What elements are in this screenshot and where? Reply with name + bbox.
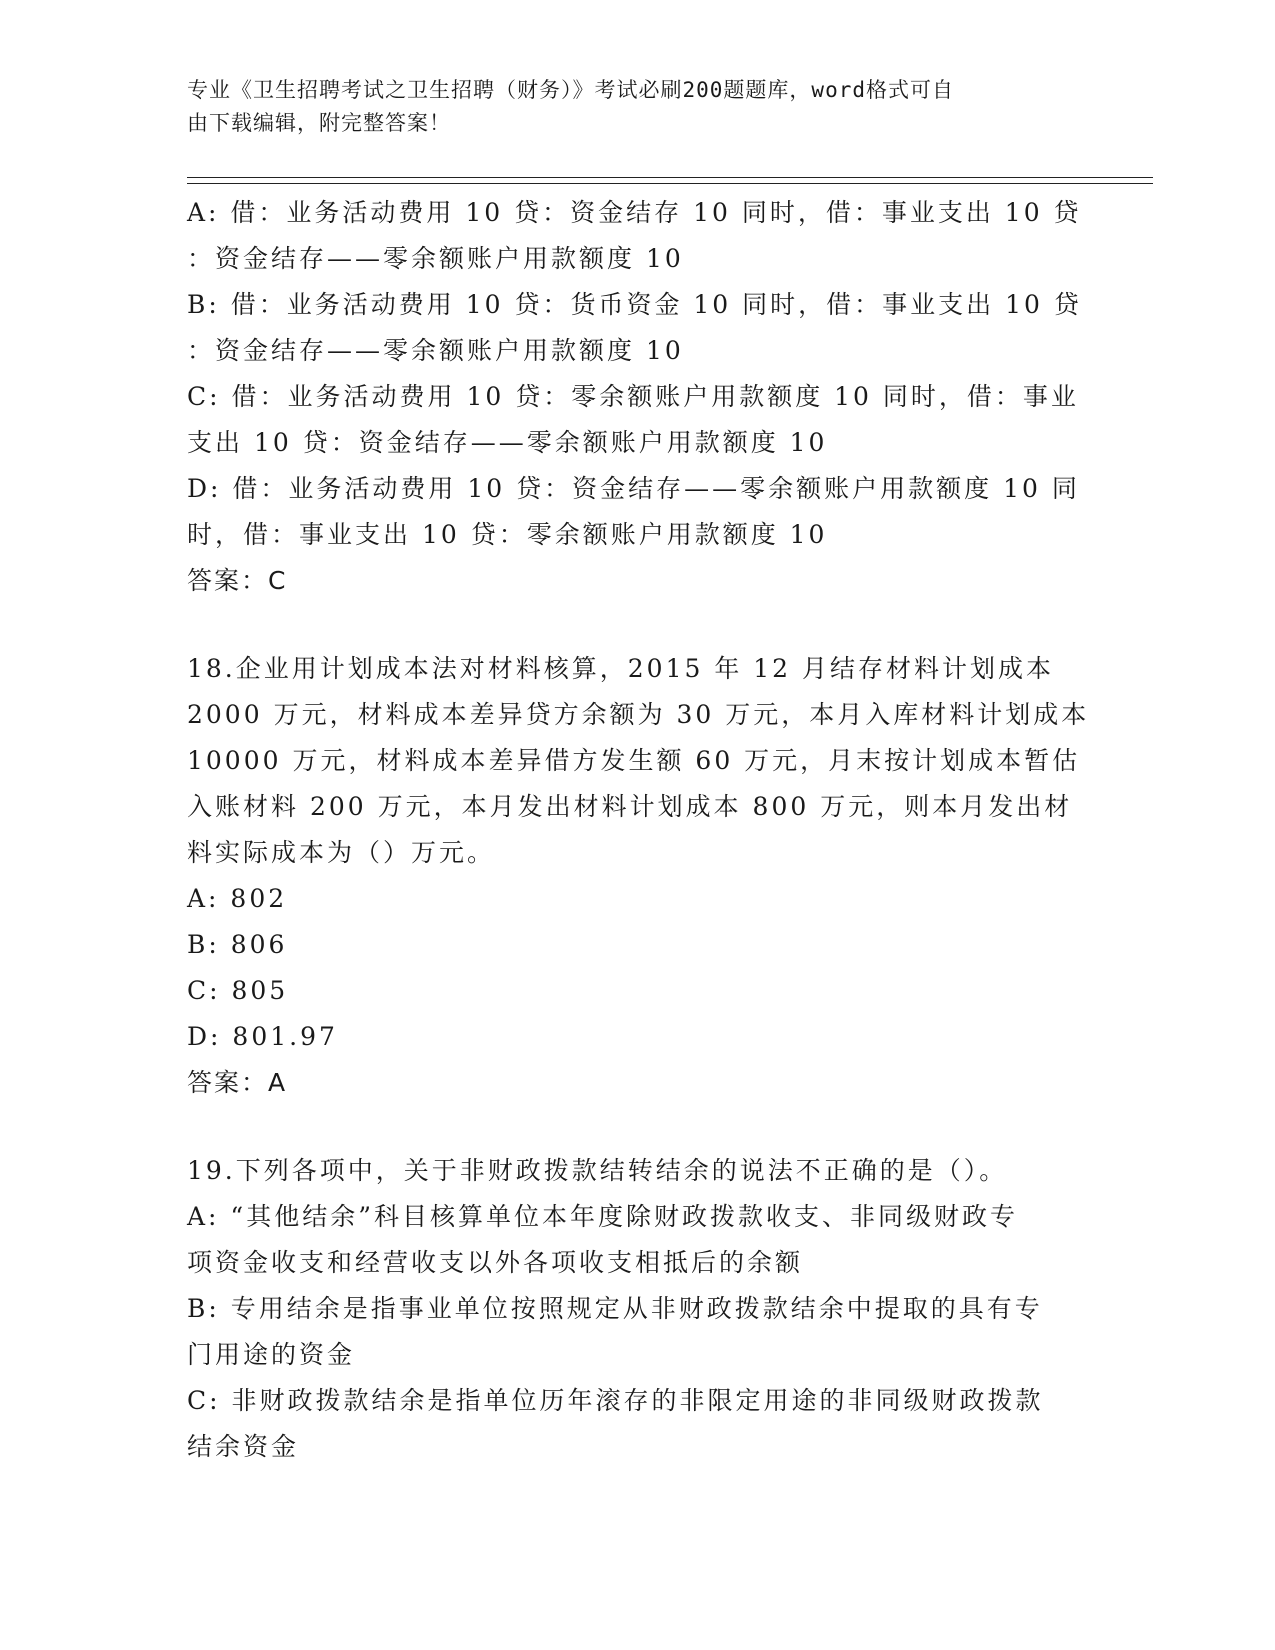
- q18-option-c: C: 805: [187, 976, 289, 1005]
- question-17: [187, 190, 1087, 604]
- q17-option-b-line-1: B: 借：业务活动费用 10 贷：货币资金 10 同时，借：事业支出 10 贷: [187, 290, 1082, 319]
- q18-stem-line-4: 入账材料 200 万元，本月发出材料计划成本 800 万元，则本月发出材: [187, 792, 1073, 821]
- document-header: [187, 74, 1067, 140]
- q19-option-c-line-1: C: 非财政拨款结余是指单位历年滚存的非限定用途的非同级财政拨款: [187, 1386, 1044, 1415]
- q17-answer: 答案：C: [187, 566, 288, 595]
- header-line-1: 专业《卫生招聘考试之卫生招聘（财务）》考试必刷200题题库，word格式可自: [187, 78, 954, 102]
- q17-option-a-line-1: A: 借：业务活动费用 10 贷：资金结存 10 同时，借：事业支出 10 贷: [187, 198, 1082, 227]
- q18-option-b: B: 806: [187, 930, 288, 959]
- question-spacer: [187, 604, 1087, 646]
- question-19: [187, 1148, 1087, 1470]
- q18-stem-line-2: 2000 万元，材料成本差异贷方余额为 30 万元，本月入库材料计划成本: [187, 700, 1090, 729]
- q17-option-a-line-2: ：资金结存——零余额账户用款额度 10: [187, 244, 684, 273]
- q17-option-b-line-2: ：资金结存——零余额账户用款额度 10: [187, 336, 684, 365]
- q17-option-d-line-1: D: 借：业务活动费用 10 贷：资金结存——零余额账户用款额度 10 同: [187, 474, 1080, 503]
- q19-option-b-line-1: B: 专用结余是指事业单位按照规定从非财政拨款结余中提取的具有专: [187, 1294, 1043, 1323]
- q18-option-d: D: 801.97: [187, 1022, 338, 1051]
- header-divider-bottom: [187, 183, 1153, 184]
- q18-stem-line-1: 18.企业用计划成本法对材料核算，2015 年 12 月结存材料计划成本: [187, 654, 1055, 683]
- q19-stem: 19.下列各项中，关于非财政拨款结转结余的说法不正确的是（）。: [187, 1156, 1008, 1185]
- question-spacer: [187, 1106, 1087, 1148]
- q19-option-c-line-2: 结余资金: [187, 1432, 300, 1461]
- q17-option-c-line-2: 支出 10 贷：资金结存——零余额账户用款额度 10: [187, 428, 828, 457]
- header-divider-top: [187, 177, 1153, 178]
- question-content: [187, 190, 1090, 1470]
- q18-stem-line-3: 10000 万元，材料成本差异借方发生额 60 万元，月末按计划成本暂估: [187, 746, 1081, 775]
- header-line-2: 由下载编辑，附完整答案！: [187, 111, 451, 135]
- q18-stem-line-5: 料实际成本为（）万元。: [187, 838, 496, 867]
- q19-option-a-line-1: A: “其他结余”科目核算单位本年度除财政拨款收支、非同级财政专: [187, 1202, 1018, 1231]
- q19-option-a-line-2: 项资金收支和经营收支以外各项收支相抵后的余额: [187, 1248, 804, 1277]
- q18-option-a: A: 802: [187, 884, 288, 913]
- question-18: [187, 646, 1090, 1106]
- q17-option-d-line-2: 时，借：事业支出 10 贷：零余额账户用款额度 10: [187, 520, 828, 549]
- q17-option-c-line-1: C: 借：业务活动费用 10 贷：零余额账户用款额度 10 同时，借：事业: [187, 382, 1079, 411]
- q18-answer: 答案：A: [187, 1068, 288, 1097]
- q19-option-b-line-2: 门用途的资金: [187, 1340, 356, 1369]
